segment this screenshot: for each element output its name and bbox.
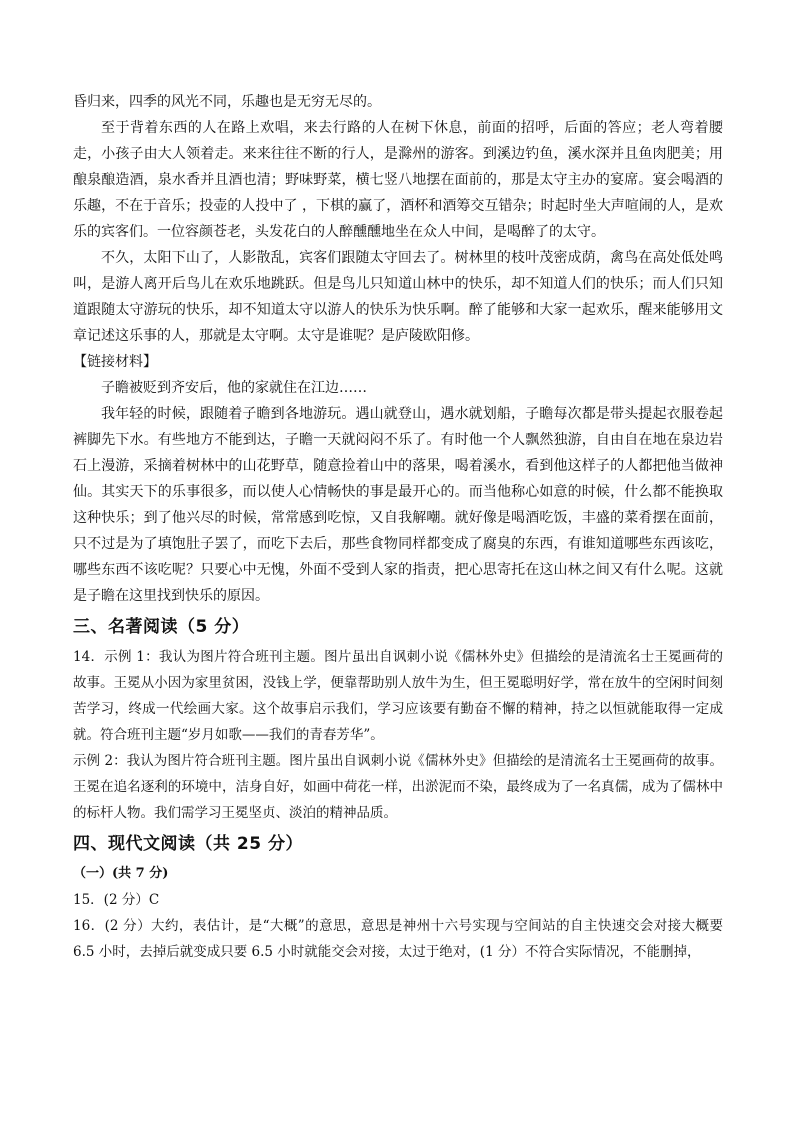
answer-16: 16．(2 分）大约，表估计，是“大概”的意思，意思是神州十六号实现与空间站的自主快速交会对接大概要 6.5 小时，去掉后就变成只要 6.5 小时就能交会对接，太过于绝对，(1 分）不符合实际情况，不能删掉， <box>73 918 723 960</box>
passage-paragraph-2: 不久，太阳下山了，人影散乱，宾客们跟随太守回去了。树林里的枝叶茂密成荫，禽鸟在高处低处鸣叫，是游人离开后鸟儿在欢乐地跳跃。但是鸟儿只知道山林中的快乐，却不知道人们的快乐；而人们只知道跟随太守游玩的快乐，却不知道太守以游人的快乐为快乐啊。醉了能够和大家一起欢乐，醒来能够用文章记述这乐事的人，那就是太守啊。太守是谁呢？是庐陵欧阳修。 <box>73 250 723 344</box>
answer-14-example-2: 示例 2：我认为图片符合班刊主题。图片虽出自讽刺小说《儒林外史》但描绘的是清流名士王冕画荷的故事。王冕在追名逐利的环境中，洁身自好，如画中荷花一样，出淤泥而不染，最终成为了一名真儒，成为了儒林中的标杆人物。我们需学习王冕坚贞、淡泊的精神品质。 <box>73 753 723 821</box>
answer-15: 15．(2 分）C <box>73 892 160 908</box>
document-content <box>73 89 723 965</box>
section-4-heading: 四、现代文阅读（共 25 分） <box>73 834 303 854</box>
answer-14-example-1: 14．示例 1：我认为图片符合班刊主题。图片虽出自讽刺小说《儒林外史》但描绘的是清流名士王冕画荷的故事。王冕从小因为家里贫困，没钱上学，便靠帮助别人放牛为生，但王冕聪明好学，常在放牛的空闲时间刻苦学习，终成一代绘画大家。这个故事启示我们，学习应该要有勤奋不懈的精神，持之以恒就能取得一定成就。符合班刊主题“岁月如歌——我们的青春芳华”。 <box>73 649 723 743</box>
section-4-subheading: （一）(共 7 分) <box>73 866 169 881</box>
passage-paragraph-1: 至于背着东西的人在路上欢唱，来去行路的人在树下休息，前面的招呼，后面的答应；老人弯着腰走，小孩子由大人领着走。来来往往不断的行人，是滁州的游客。到溪边钓鱼，溪水深并且鱼肉肥美；用酿泉酿造酒，泉水香并且酒也清；野味野菜，横七竖八地摆在面前的，那是太守主办的宴席。宴会喝酒的乐趣，不在于音乐；投壶的人投中了 ，下棋的赢了，酒杯和酒筹交互错杂；时起时坐大声喧闹的人，是欢乐的宾客们。一位容颜苍老，头发花白的人醉醺醺地坐在众人中间，是喝醉了的太守。 <box>73 120 723 240</box>
link-material-label: 【链接材料】 <box>73 354 157 370</box>
link-paragraph-2: 我年轻的时候，跟随着子瞻到各地游玩。遇山就登山，遇水就划船，子瞻每次都是带头提起衣服卷起裤脚先下水。有些地方不能到达，子瞻一天就闷闷不乐了。有时他一个人飘然独游，自由自在地在泉边岩石上漫游，采摘着树林中的山花野草，随意捡着山中的落果，喝着溪水，看到他这样子的人都把他当做神仙。其实天下的乐事很多，而以使人心情畅快的事是最开心的。而当他称心如意的时候，什么都不能换取这种快乐；到了他兴尽的时候，常常感到吃惊，又自我解嘲。就好像是喝酒吃饭，丰盛的菜肴摆在面前，只不过是为了填饱肚子罢了，而吃下去后，那些食物同样都变成了腐臭的东西，有谁知道哪些东西该吃，哪些东西不该吃呢？只要心中无愧，外面不受到人家的指责，把心思寄托在这山林之间又有什么呢。这就是子瞻在这里找到快乐的原因。 <box>73 406 723 604</box>
section-3-heading: 三、名著阅读（5 分） <box>73 617 250 637</box>
passage-paragraph-0: 昏归来，四季的风光不同，乐趣也是无穷无尽的。 <box>73 94 381 110</box>
link-paragraph-1: 子瞻被贬到齐安后，他的家就住在江边…… <box>101 380 367 396</box>
